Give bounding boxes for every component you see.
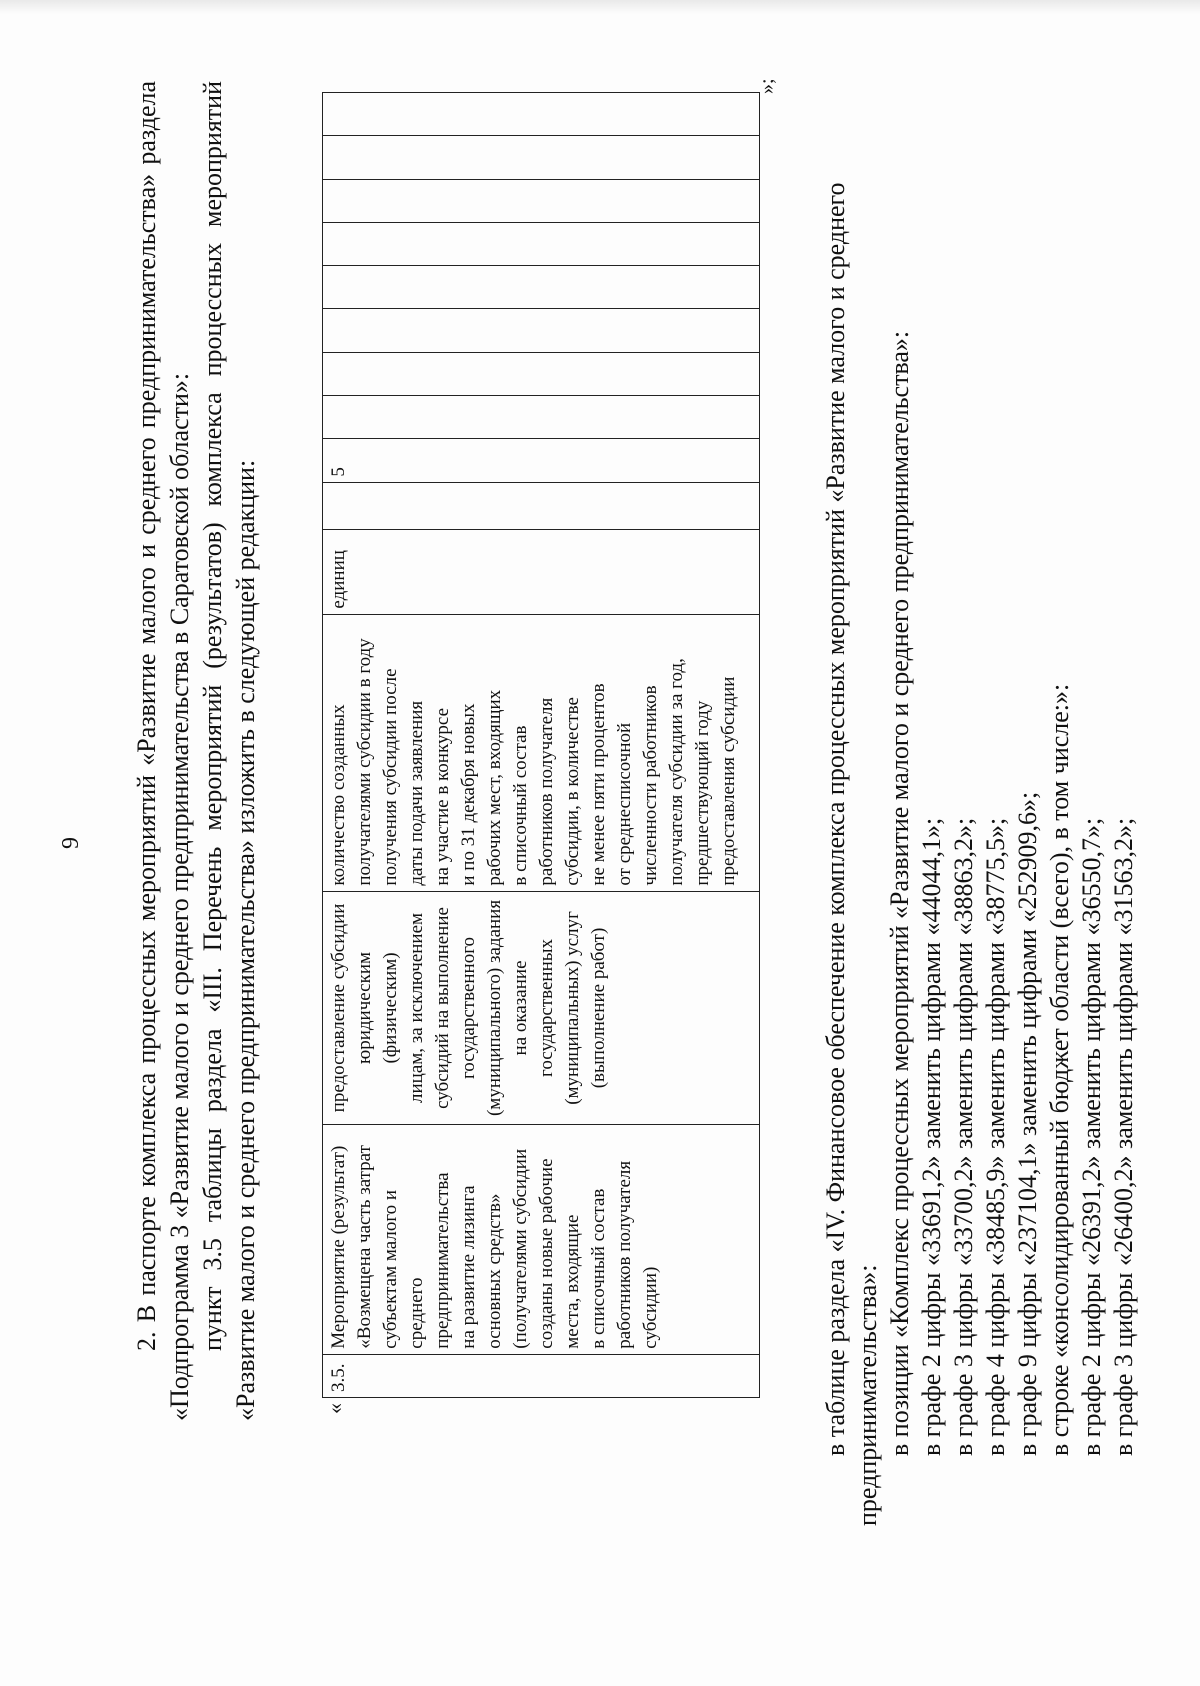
amend-line-7: в графе 9 цифры «237104,1» заменить цифрами «252909,6»;	[1013, 791, 1042, 1456]
event-text: Мероприятие (результат) «Возмещена часть затрат субъектам малого и среднего предпринимательства на развитие лизинга основных средств» (получателями субсидии созданы новые рабочие места, входящие в списочный состав работников получателя субсидии)	[328, 1145, 661, 1349]
table-close-quote: »;	[756, 78, 778, 94]
table-row	[323, 93, 760, 1398]
indicator-cell	[323, 614, 760, 891]
empty-cell	[323, 266, 760, 309]
table-open-quote: «	[322, 1403, 347, 1414]
value-text: 5	[328, 467, 349, 477]
intro-line-2: «Подпрограмма 3 «Развитие малого и среднего предпринимательства в Саратовской области»:	[165, 372, 194, 1421]
indicator-text: количество созданных получателями субсидии в году получения субсидии после даты подачи заявления на участие в конкурсе и по 31 декабря новых рабочих мест, входящих в списочный состав работников получателя субсидии, в количестве не менее пяти процентов от среднесписочной численности работников получателя субсидии за год, предшествующий году предоставления субсидии	[328, 638, 739, 886]
amend-line-4: в графе 2 цифры «33691,2» заменить цифрами «44044,1»;	[917, 817, 946, 1456]
amendments-paragraph	[820, 86, 1140, 1526]
empty-cell	[323, 93, 760, 136]
empty-cell	[323, 396, 760, 439]
empty-cell	[323, 482, 760, 530]
empty-cell	[323, 136, 760, 179]
empty-cell	[323, 352, 760, 395]
amend-line-8: в строке «консолидированный бюджет области (всего), в том числе:»:	[1045, 683, 1074, 1456]
amend-line-1: в таблице раздела «IV. Финансовое обеспечение комплекса процессных мероприятий «Развитие малого и среднего	[821, 182, 850, 1456]
value-cell	[323, 439, 760, 482]
amend-line-9: в графе 2 цифры «26391,2» заменить цифрами «36550,7»;	[1077, 817, 1106, 1456]
measures-table	[322, 92, 760, 1398]
type-text: предоставление субсидии юридическим (физическим) лицам, за исключением субсидий на выполнение государственного (муниципального) задания на оказание государственных (муниципальных) услуг (выполнение работ)	[328, 899, 609, 1117]
event-cell	[323, 1125, 760, 1354]
row-number: 3.5.	[323, 1354, 760, 1397]
empty-cell	[323, 222, 760, 265]
type-cell	[323, 891, 760, 1125]
amend-line-6: в графе 4 цифры «38485,9» заменить цифрами «38775,5»;	[981, 817, 1010, 1456]
intro-line-1: 2. В паспорте комплекса процессных мероприятий «Развитие малого и среднего предпринимательства» раздела	[132, 81, 161, 1351]
intro-paragraph	[130, 81, 262, 1421]
intro-line-3: пункт 3.5 таблицы раздела «III. Перечень мероприятий (результатов) комплекса процессных мероприятий	[198, 81, 227, 1351]
unit-text: единиц	[328, 550, 349, 609]
scan-edge	[0, 0, 1200, 14]
amend-line-2: предпринимательства»:	[853, 1264, 882, 1526]
amend-line-5: в графе 3 цифры «33700,2» заменить цифрами «38863,2»;	[949, 817, 978, 1456]
amend-line-10: в графе 3 цифры «26400,2» заменить цифрами «31563,2»;	[1109, 817, 1138, 1456]
amend-line-3: в позиции «Комплекс процессных мероприятий «Развитие малого и среднего предпринимательства»:	[885, 330, 914, 1456]
empty-cell	[323, 309, 760, 352]
unit-cell	[323, 530, 760, 614]
empty-cell	[323, 179, 760, 222]
page-number: 9	[58, 837, 84, 849]
intro-line-4: «Развитие малого и среднего предпринимательства» изложить в следующей редакции:	[231, 459, 260, 1421]
